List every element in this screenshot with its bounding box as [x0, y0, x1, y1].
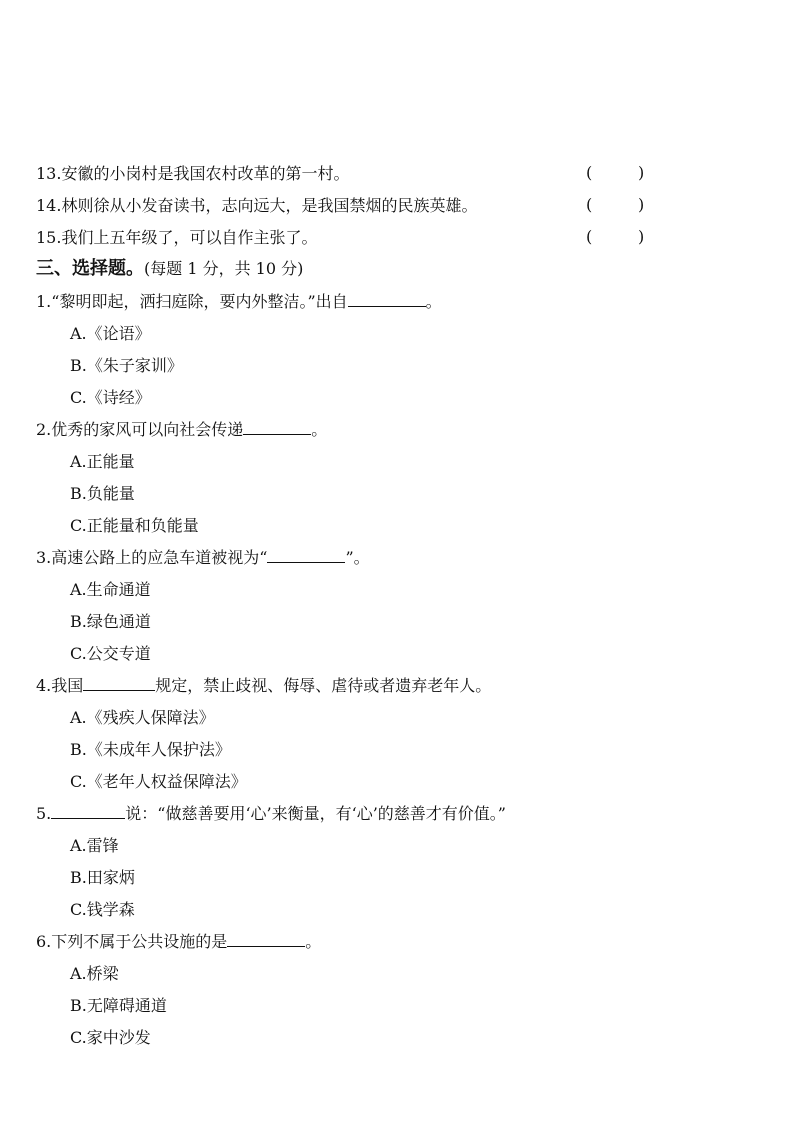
answer-blank[interactable]: [227, 932, 305, 947]
answer-paren-close: ): [638, 163, 645, 182]
question-text: 6.下列不属于公共设施的是: [36, 932, 228, 951]
answer-blank[interactable]: [51, 804, 125, 819]
option-b[interactable]: B.无障碍通道: [70, 996, 167, 1015]
option-c[interactable]: C.家中沙发: [70, 1028, 151, 1047]
tf-item-13: [36, 164, 349, 184]
answer-paren-open: (: [586, 195, 593, 214]
option-c[interactable]: C.《诗经》: [70, 388, 151, 407]
option-b[interactable]: B.《未成年人保护法》: [70, 740, 231, 759]
question-text-end: 规定，禁止歧视、侮辱、虐待或者遗弃老年人。: [155, 676, 492, 695]
option-a[interactable]: A.生命通道: [70, 580, 151, 599]
answer-blank[interactable]: [267, 548, 345, 563]
question-3: [36, 548, 370, 568]
answer-paren-close: ): [638, 195, 645, 214]
answer-blank[interactable]: [83, 676, 155, 691]
question-text: 3.高速公路上的应急车道被视为“: [36, 548, 268, 567]
answer-blank[interactable]: [243, 420, 311, 435]
answer-paren-close: ): [638, 227, 645, 246]
question-text: 5.: [36, 804, 52, 823]
question-text-end: 。: [305, 932, 322, 951]
option-a[interactable]: A.正能量: [70, 452, 135, 471]
question-4: [36, 676, 491, 696]
option-c[interactable]: C.公交专道: [70, 644, 151, 663]
option-a[interactable]: A.《论语》: [70, 324, 151, 343]
answer-paren-open: (: [586, 163, 593, 182]
tf-text: 15.我们上五年级了，可以自作主张了。: [36, 228, 318, 247]
option-a[interactable]: A.桥梁: [70, 964, 119, 983]
question-6: [36, 932, 321, 952]
tf-item-15: [36, 228, 317, 248]
tf-text: 13.安徽的小岗村是我国农村改革的第一村。: [36, 164, 350, 183]
option-c[interactable]: C.钱学森: [70, 900, 135, 919]
tf-item-14: [36, 196, 477, 216]
question-text: 2.优秀的家风可以向社会传递: [36, 420, 244, 439]
section-heading: [36, 258, 303, 280]
tf-text: 14.林则徐从小发奋读书，志向远大，是我国禁烟的民族英雄。: [36, 196, 478, 215]
section-title: 三、选择题。: [36, 258, 144, 279]
option-b[interactable]: B.负能量: [70, 484, 135, 503]
question-text: 1.“黎明即起，洒扫庭除，要内外整洁。”出自: [36, 292, 348, 311]
question-text-end: 说：“做慈善要用‘心’来衡量，有‘心’的慈善才有价值。”: [125, 804, 506, 823]
option-a[interactable]: A.雷锋: [70, 836, 119, 855]
option-b[interactable]: B.田家炳: [70, 868, 135, 887]
question-1: [36, 292, 442, 312]
option-b[interactable]: B.绿色通道: [70, 612, 151, 631]
question-5: [36, 804, 506, 824]
option-a[interactable]: A.《残疾人保障法》: [70, 708, 215, 727]
option-c[interactable]: C.正能量和负能量: [70, 516, 199, 535]
answer-paren-open: (: [586, 227, 593, 246]
question-text-end: 。: [311, 420, 328, 439]
question-text-end: 。: [425, 292, 442, 311]
section-note: (每题 1 分，共 10 分): [144, 259, 304, 278]
question-2: [36, 420, 327, 440]
question-text: 4.我国: [36, 676, 84, 695]
option-b[interactable]: B.《朱子家训》: [70, 356, 183, 375]
option-c[interactable]: C.《老年人权益保障法》: [70, 772, 247, 791]
answer-blank[interactable]: [348, 292, 426, 307]
question-text-end: ”。: [345, 548, 370, 567]
